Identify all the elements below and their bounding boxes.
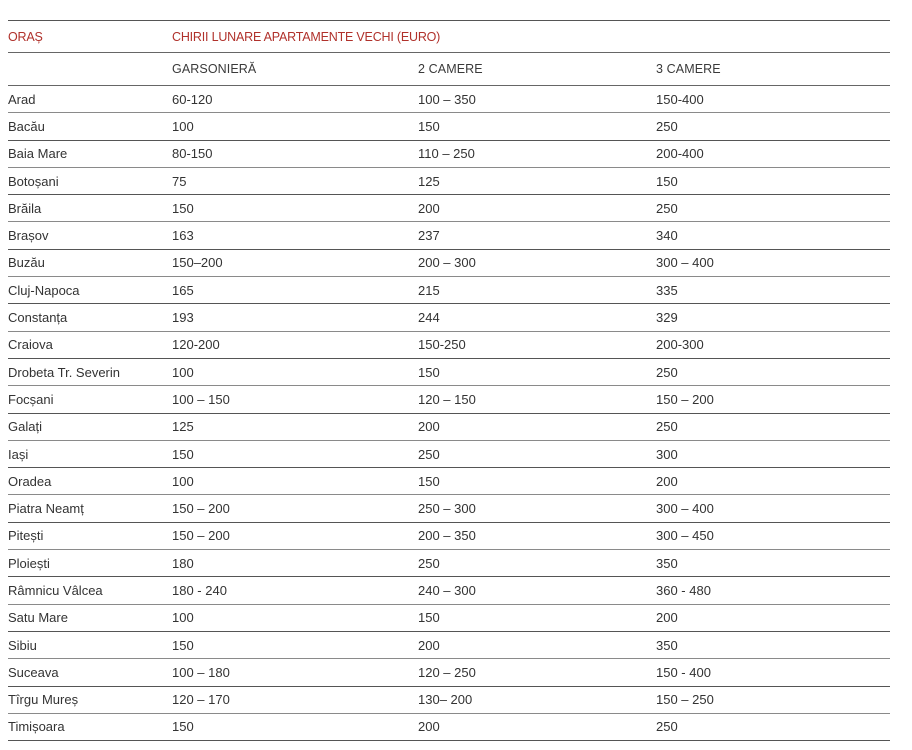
three-room-rent-cell: 200 <box>656 473 678 489</box>
three-room-rent-cell: 150 - 400 <box>656 664 711 680</box>
table-header-row <box>8 20 890 53</box>
studio-rent-cell: 125 <box>172 419 194 435</box>
three-room-rent-cell: 300 – 400 <box>656 255 714 271</box>
three-room-rent-cell: 300 – 400 <box>656 501 714 517</box>
three-room-rent-cell: 300 – 450 <box>656 528 714 544</box>
city-cell: Baia Mare <box>8 146 68 162</box>
table-row <box>8 386 890 413</box>
two-room-rent-cell: 120 – 150 <box>418 391 476 407</box>
two-room-rent-cell: 200 – 350 <box>418 528 476 544</box>
table-row <box>8 359 890 386</box>
col-header-3-rooms: 3 CAMERE <box>656 62 721 76</box>
studio-rent-cell: 150 <box>172 446 194 462</box>
city-cell: Ploiești <box>8 555 50 571</box>
studio-rent-cell: 150 – 200 <box>172 501 230 517</box>
two-room-rent-cell: 200 – 300 <box>418 255 476 271</box>
city-cell: Tîrgu Mureș <box>8 692 79 708</box>
three-room-rent-cell: 200-400 <box>656 146 704 162</box>
two-room-rent-cell: 150 <box>418 610 440 626</box>
studio-rent-cell: 100 <box>172 364 194 380</box>
studio-rent-cell: 180 <box>172 555 194 571</box>
studio-rent-cell: 120 – 170 <box>172 692 230 708</box>
three-room-rent-cell: 150 – 200 <box>656 391 714 407</box>
table-row <box>8 714 890 741</box>
table-row <box>8 141 890 168</box>
city-cell: Timișoara <box>8 719 65 735</box>
subheader-spacer <box>8 53 168 85</box>
two-room-rent-cell: 237 <box>418 228 440 244</box>
table-row <box>8 441 890 468</box>
studio-rent-cell: 75 <box>172 173 187 189</box>
three-room-rent-cell: 335 <box>656 282 678 298</box>
two-room-rent-cell: 120 – 250 <box>418 664 476 680</box>
three-room-rent-cell: 150-400 <box>656 91 704 107</box>
two-room-rent-cell: 250 <box>418 555 440 571</box>
three-room-rent-cell: 360 - 480 <box>656 582 711 598</box>
three-room-rent-cell: 250 <box>656 118 678 134</box>
studio-rent-cell: 80-150 <box>172 146 213 162</box>
two-room-rent-cell: 100 – 350 <box>418 91 476 107</box>
table-row <box>8 550 890 577</box>
two-room-rent-cell: 150 <box>418 364 440 380</box>
city-cell: Brașov <box>8 228 49 244</box>
two-room-rent-cell: 215 <box>418 282 440 298</box>
table-row <box>8 222 890 249</box>
studio-rent-cell: 100 – 150 <box>172 391 230 407</box>
city-cell: Sibiu <box>8 637 37 653</box>
three-room-rent-cell: 250 <box>656 719 678 735</box>
three-room-rent-cell: 250 <box>656 419 678 435</box>
city-header: ORAȘ <box>8 29 43 44</box>
table-row <box>8 687 890 714</box>
city-cell: Bacău <box>8 118 45 134</box>
city-cell: Piatra Neamț <box>8 501 84 517</box>
table-row <box>8 332 890 359</box>
table-subheader-row <box>8 53 890 86</box>
two-room-rent-cell: 200 <box>418 419 440 435</box>
city-cell: Oradea <box>8 473 52 489</box>
two-room-rent-cell: 150-250 <box>418 337 466 353</box>
three-room-rent-cell: 300 <box>656 446 678 462</box>
two-room-rent-cell: 240 – 300 <box>418 582 476 598</box>
studio-rent-cell: 150 <box>172 719 194 735</box>
studio-rent-cell: 193 <box>172 310 194 326</box>
table-row <box>8 414 890 441</box>
table-row <box>8 113 890 140</box>
table-row <box>8 577 890 604</box>
table-row <box>8 195 890 222</box>
city-cell: Brăila <box>8 200 42 216</box>
studio-rent-cell: 60-120 <box>172 91 213 107</box>
two-room-rent-cell: 250 <box>418 446 440 462</box>
table-row <box>8 605 890 632</box>
three-room-rent-cell: 350 <box>656 555 678 571</box>
city-cell: Iași <box>8 446 29 462</box>
city-cell: Drobeta Tr. Severin <box>8 364 120 380</box>
table-row <box>8 523 890 550</box>
two-room-rent-cell: 125 <box>418 173 440 189</box>
table-row <box>8 632 890 659</box>
table-row <box>8 659 890 686</box>
col-header-studio: GARSONIERĂ <box>172 62 257 76</box>
city-cell: Buzău <box>8 255 45 271</box>
two-room-rent-cell: 150 <box>418 473 440 489</box>
table-row <box>8 86 890 113</box>
city-cell: Constanța <box>8 310 68 326</box>
table-row <box>8 250 890 277</box>
studio-rent-cell: 120-200 <box>172 337 220 353</box>
rent-group-header: CHIRII LUNARE APARTAMENTE VECHI (EURO) <box>172 29 441 44</box>
two-room-rent-cell: 150 <box>418 118 440 134</box>
two-room-rent-cell: 130– 200 <box>418 692 473 708</box>
studio-rent-cell: 180 - 240 <box>172 582 227 598</box>
city-cell: Arad <box>8 91 36 107</box>
col-header-2-rooms: 2 CAMERE <box>418 62 483 76</box>
two-room-rent-cell: 244 <box>418 310 440 326</box>
studio-rent-cell: 100 <box>172 473 194 489</box>
two-room-rent-cell: 200 <box>418 719 440 735</box>
three-room-rent-cell: 150 – 250 <box>656 692 714 708</box>
two-room-rent-cell: 110 – 250 <box>418 146 475 162</box>
studio-rent-cell: 100 – 180 <box>172 664 230 680</box>
three-room-rent-cell: 350 <box>656 637 678 653</box>
studio-rent-cell: 100 <box>172 610 194 626</box>
city-cell: Râmnicu Vâlcea <box>8 582 103 598</box>
city-cell: Focșani <box>8 391 54 407</box>
three-room-rent-cell: 250 <box>656 364 678 380</box>
table-row <box>8 304 890 331</box>
three-room-rent-cell: 340 <box>656 228 678 244</box>
three-room-rent-cell: 250 <box>656 200 678 216</box>
table-body <box>8 86 890 741</box>
city-cell: Pitești <box>8 528 44 544</box>
table-row <box>8 495 890 522</box>
city-cell: Cluj-Napoca <box>8 282 80 298</box>
two-room-rent-cell: 200 <box>418 200 440 216</box>
two-room-rent-cell: 250 – 300 <box>418 501 476 517</box>
city-cell: Galați <box>8 419 42 435</box>
city-cell: Satu Mare <box>8 610 68 626</box>
city-cell: Botoșani <box>8 173 59 189</box>
city-cell: Suceava <box>8 664 59 680</box>
rent-table <box>8 20 890 741</box>
three-room-rent-cell: 200 <box>656 610 678 626</box>
three-room-rent-cell: 200-300 <box>656 337 704 353</box>
three-room-rent-cell: 329 <box>656 310 678 326</box>
table-row <box>8 468 890 495</box>
city-cell: Craiova <box>8 337 53 353</box>
studio-rent-cell: 150 <box>172 200 194 216</box>
studio-rent-cell: 165 <box>172 282 194 298</box>
table-row <box>8 168 890 195</box>
studio-rent-cell: 150 – 200 <box>172 528 230 544</box>
studio-rent-cell: 150–200 <box>172 255 223 271</box>
three-room-rent-cell: 150 <box>656 173 678 189</box>
table-row <box>8 277 890 304</box>
two-room-rent-cell: 200 <box>418 637 440 653</box>
studio-rent-cell: 163 <box>172 228 194 244</box>
studio-rent-cell: 100 <box>172 118 194 134</box>
studio-rent-cell: 150 <box>172 637 194 653</box>
